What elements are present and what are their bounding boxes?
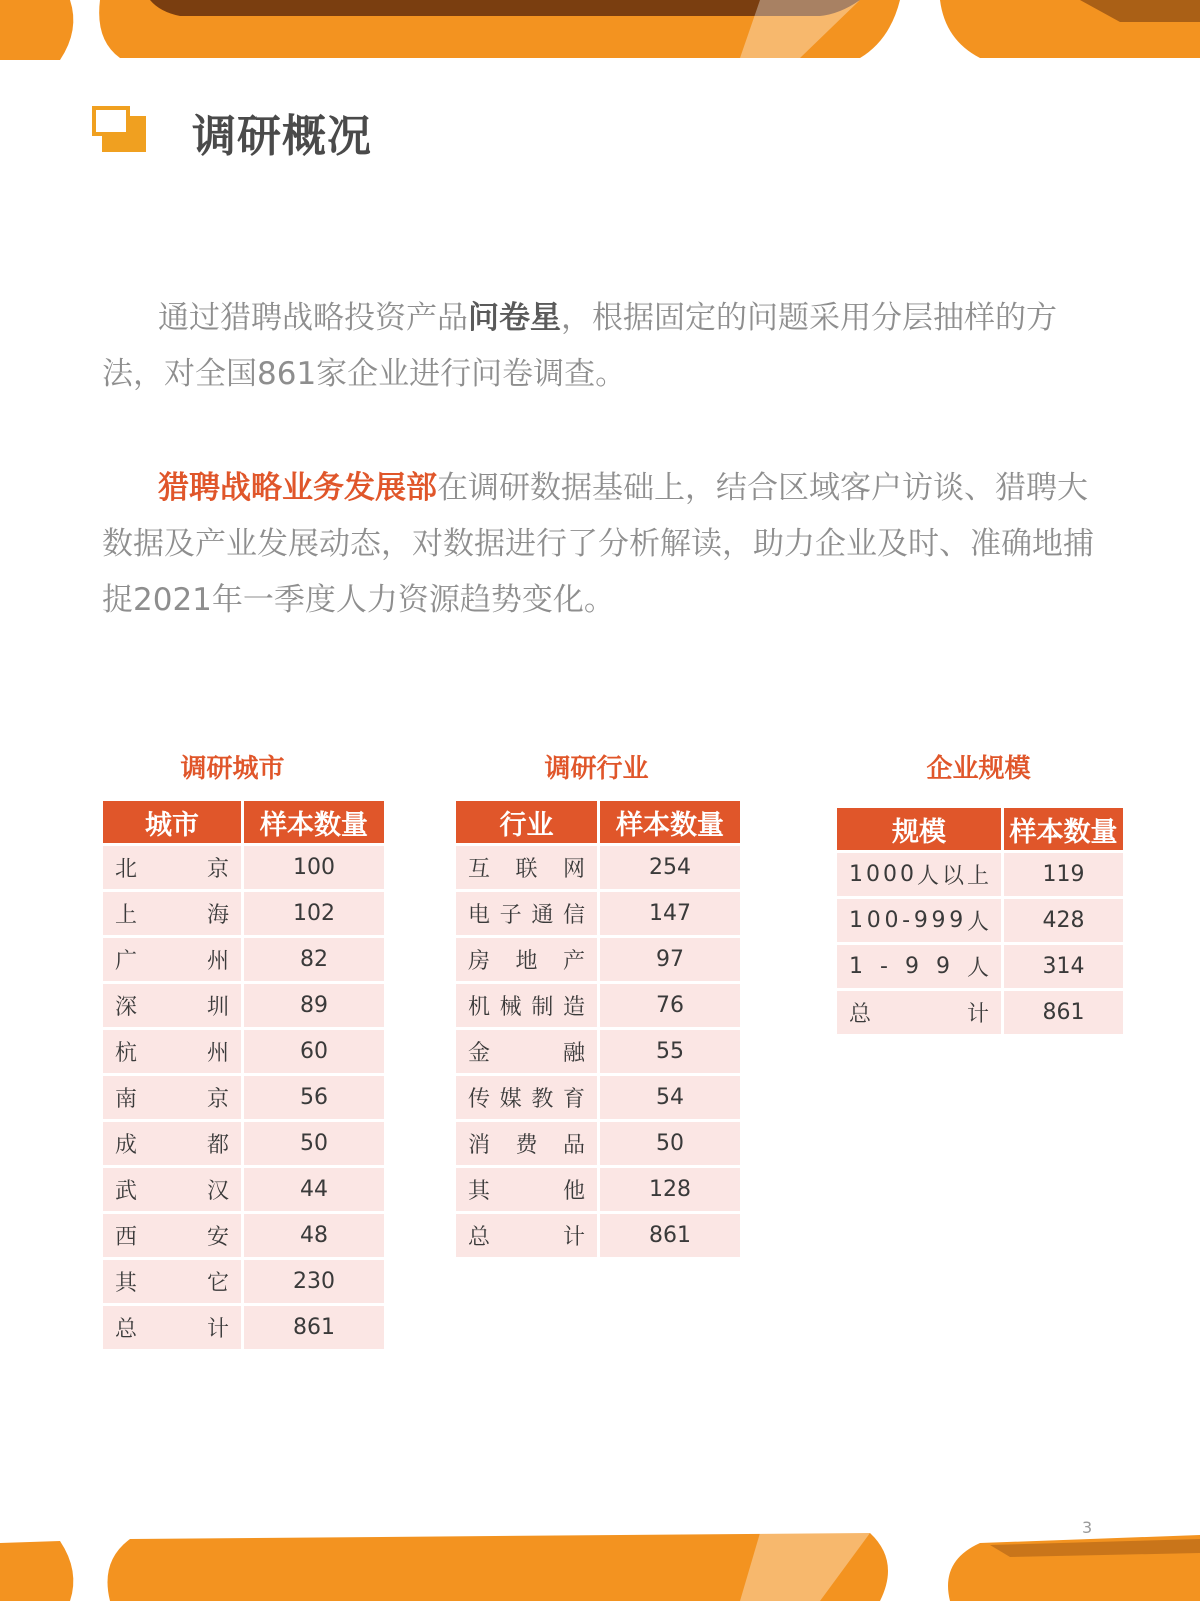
bottom-decor-band	[0, 1531, 1200, 1601]
city-name-second: 安	[206, 1225, 229, 1250]
table-row	[456, 892, 740, 935]
sample-count-cell: 314	[1004, 945, 1123, 988]
city-name-cell	[103, 1076, 241, 1119]
sample-count-cell: 861	[244, 1306, 384, 1349]
sample-count-cell: 861	[1004, 991, 1123, 1034]
name-char: 9	[913, 908, 928, 933]
name-char: 械	[499, 995, 522, 1020]
name-char: 1	[849, 954, 863, 979]
p1-bold-text: 问卷星	[468, 300, 561, 336]
name-char: 0	[865, 862, 880, 887]
table-row	[456, 1168, 740, 1211]
sample-count-cell: 97	[600, 938, 740, 981]
city-table-title: 调研城市	[180, 754, 285, 784]
table-header-row	[837, 808, 1123, 850]
industry-name-cell	[456, 938, 597, 981]
page-title: 调研概况	[192, 111, 372, 162]
sample-count-cell: 50	[600, 1122, 740, 1165]
table-row	[103, 892, 384, 935]
column-header-city: 城市	[103, 801, 241, 843]
name-char: 教	[531, 1087, 554, 1112]
name-char: 以	[941, 864, 964, 889]
sample-count-cell: 102	[244, 892, 384, 935]
name-char: 0	[899, 862, 914, 887]
name-char: 其	[468, 1179, 491, 1204]
column-header-count: 样本数量	[1004, 808, 1123, 850]
industry-name-cell	[456, 1122, 597, 1165]
industry-name-cell	[456, 892, 597, 935]
column-header-count: 样本数量	[600, 801, 740, 843]
table-row	[103, 1260, 384, 1303]
city-name-first: 其	[115, 1271, 138, 1296]
sample-count-cell: 54	[600, 1076, 740, 1119]
name-char: 计	[966, 1002, 989, 1027]
table-row	[837, 853, 1123, 896]
name-char: 上	[966, 864, 989, 889]
column-header-count: 样本数量	[244, 801, 384, 843]
name-char: 制	[531, 995, 554, 1020]
sample-count-cell: 861	[600, 1214, 740, 1257]
table-row	[103, 1214, 384, 1257]
table-row	[456, 984, 740, 1027]
p2-accent-text: 猎聘战略业务发展部	[158, 470, 437, 506]
city-name-cell	[103, 892, 241, 935]
city-name-second: 海	[206, 903, 229, 928]
sample-count-cell: 55	[600, 1030, 740, 1073]
name-char: 造	[562, 995, 585, 1020]
name-char: 媒	[499, 1087, 522, 1112]
sample-count-cell: 60	[244, 1030, 384, 1073]
name-char: 产	[562, 949, 585, 974]
table-row	[837, 945, 1123, 988]
city-name-first: 总	[115, 1317, 138, 1342]
sample-count-cell: 100	[244, 846, 384, 889]
city-name-first: 武	[115, 1179, 138, 1204]
city-name-cell	[103, 1214, 241, 1257]
city-name-second: 都	[206, 1133, 229, 1158]
column-header-size: 规模	[837, 808, 1001, 850]
city-name-first: 深	[115, 995, 138, 1020]
city-name-cell	[103, 1122, 241, 1165]
table-row	[103, 1030, 384, 1073]
city-name-second: 圳	[206, 995, 229, 1020]
city-name-second: 州	[206, 1041, 229, 1066]
name-char: 联	[515, 857, 538, 882]
table-header-row	[456, 801, 740, 843]
name-char: 9	[904, 954, 919, 979]
city-name-second: 它	[206, 1271, 229, 1296]
name-char: 9	[949, 908, 964, 933]
name-char: 电	[468, 903, 491, 928]
city-name-first: 西	[115, 1225, 138, 1250]
city-name-cell	[103, 1030, 241, 1073]
intro-paragraph-1	[102, 290, 1102, 402]
name-char: 总	[849, 1002, 872, 1027]
size-name-cell	[837, 899, 1001, 942]
sample-count-cell: 119	[1004, 853, 1123, 896]
table-row	[103, 1122, 384, 1165]
city-name-first: 成	[115, 1133, 138, 1158]
size-name-cell	[837, 945, 1001, 988]
city-name-first: 南	[115, 1087, 138, 1112]
name-char: 地	[515, 949, 538, 974]
name-char: 计	[562, 1225, 585, 1250]
name-char: 机	[468, 995, 491, 1020]
industry-name-cell	[456, 846, 597, 889]
name-char: 1	[849, 908, 863, 933]
table-header-row	[103, 801, 384, 843]
name-char: 传	[468, 1087, 491, 1112]
table-row	[103, 846, 384, 889]
name-char: -	[902, 908, 911, 933]
intro-paragraph-2	[102, 460, 1102, 628]
industry-name-cell	[456, 984, 597, 1027]
name-char: 0	[882, 862, 897, 887]
sample-count-cell: 44	[244, 1168, 384, 1211]
city-name-second: 计	[206, 1317, 229, 1342]
table-row	[456, 846, 740, 889]
name-char: 互	[468, 857, 491, 882]
city-name-second: 京	[206, 857, 229, 882]
industry-name-cell	[456, 1076, 597, 1119]
table-row	[103, 1306, 384, 1349]
industry-name-cell	[456, 1214, 597, 1257]
name-char: 信	[562, 903, 585, 928]
table-row	[456, 1076, 740, 1119]
industry-name-cell	[456, 1168, 597, 1211]
table-row	[456, 1122, 740, 1165]
name-char: 房	[468, 949, 491, 974]
table-row	[456, 1214, 740, 1257]
name-char: 0	[884, 908, 899, 933]
city-name-cell	[103, 1306, 241, 1349]
name-char: 人	[966, 956, 989, 981]
name-char: 0	[866, 908, 881, 933]
name-char: 人	[966, 910, 989, 935]
table-row	[456, 938, 740, 981]
city-name-cell	[103, 1168, 241, 1211]
industry-name-cell	[456, 1030, 597, 1073]
name-char: 育	[562, 1087, 585, 1112]
name-char: 品	[562, 1133, 585, 1158]
name-char: 他	[562, 1179, 585, 1204]
size-name-cell	[837, 991, 1001, 1034]
page-number: 3	[1082, 1518, 1093, 1537]
sample-count-cell: 128	[600, 1168, 740, 1211]
city-name-first: 北	[115, 857, 138, 882]
section-square-icon	[92, 106, 146, 152]
size-table	[834, 805, 1126, 1037]
city-name-cell	[103, 984, 241, 1027]
p1-text-a: 通过猎聘战略投资产品	[158, 300, 468, 336]
sample-count-cell: 82	[244, 938, 384, 981]
sample-count-cell: 56	[244, 1076, 384, 1119]
city-name-cell	[103, 1260, 241, 1303]
p1-text-b: ，根据固定的问题采用分层抽样的方法，对全国861家企业进行问卷调查。	[102, 300, 1057, 392]
name-char: 消	[468, 1133, 491, 1158]
city-name-second: 州	[206, 949, 229, 974]
size-table-title: 企业规模	[926, 754, 1031, 784]
table-row	[103, 1168, 384, 1211]
name-char: 金	[468, 1041, 491, 1066]
table-row	[837, 899, 1123, 942]
size-name-cell	[837, 853, 1001, 896]
name-char: 9	[935, 954, 950, 979]
name-char: 通	[531, 903, 554, 928]
city-name-first: 广	[115, 949, 138, 974]
table-row	[456, 1030, 740, 1073]
name-char: 子	[499, 903, 522, 928]
city-name-cell	[103, 938, 241, 981]
city-name-second: 汉	[206, 1179, 229, 1204]
sample-count-cell: 89	[244, 984, 384, 1027]
sample-count-cell: 50	[244, 1122, 384, 1165]
city-name-first: 上	[115, 903, 138, 928]
industry-table-title: 调研行业	[544, 754, 649, 784]
name-char: 人	[916, 864, 939, 889]
name-char: 网	[562, 857, 585, 882]
column-header-industry: 行业	[456, 801, 597, 843]
sample-count-cell: 147	[600, 892, 740, 935]
table-row	[103, 938, 384, 981]
sample-count-cell: 254	[600, 846, 740, 889]
city-name-first: 杭	[115, 1041, 138, 1066]
name-char: 9	[931, 908, 946, 933]
name-char: 融	[562, 1041, 585, 1066]
name-char: 费	[515, 1133, 538, 1158]
city-table	[100, 798, 387, 1352]
name-char: 总	[468, 1225, 491, 1250]
sample-count-cell: 428	[1004, 899, 1123, 942]
top-decor-band	[0, 0, 1200, 70]
sample-count-cell: 230	[244, 1260, 384, 1303]
city-name-second: 京	[206, 1087, 229, 1112]
city-name-cell	[103, 846, 241, 889]
table-row	[103, 984, 384, 1027]
p2-text: 在调研数据基础上，结合区域客户访谈、猎聘大数据及产业发展动态，对数据进行了分析解读，助力企业及时、准确地捕捉2021年一季度人力资源趋势变化。	[102, 470, 1094, 618]
table-row	[103, 1076, 384, 1119]
industry-table	[453, 798, 743, 1260]
sample-count-cell: 76	[600, 984, 740, 1027]
table-row	[837, 991, 1123, 1034]
name-char: 1	[849, 862, 863, 887]
sample-count-cell: 48	[244, 1214, 384, 1257]
name-char: -	[880, 954, 888, 979]
